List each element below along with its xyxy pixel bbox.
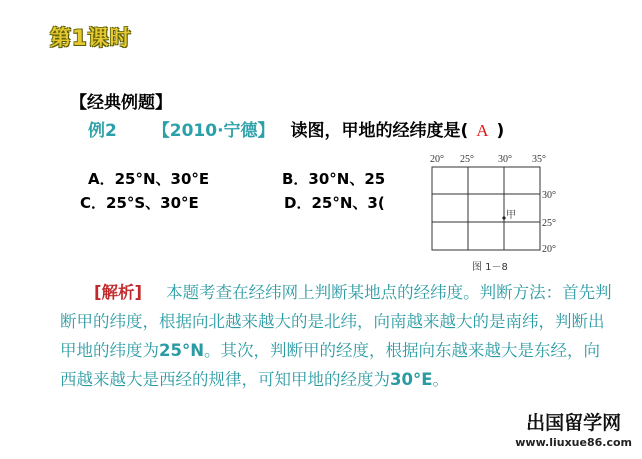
- lon-label: 35°: [532, 154, 546, 165]
- close-paren: ): [496, 121, 505, 141]
- lat-label: 25°: [542, 218, 556, 229]
- analysis-block: [60, 278, 616, 394]
- option-b: B．30°N、25: [282, 170, 386, 188]
- watermark-url: www.liuxue86.com: [515, 436, 632, 449]
- example-label: 例2: [88, 121, 117, 141]
- watermark-title: 出国留学网: [526, 412, 622, 434]
- analysis-text: 。其次，判断甲的经度，根据向东越来越大是东经，向西越来越大是西经的规律，可知甲地的经度为: [60, 341, 601, 389]
- option-d: D．25°N、3(: [284, 194, 385, 212]
- longitude-answer: 30°E: [390, 370, 433, 389]
- example-question: [88, 116, 504, 141]
- lat-lon-grid-figure: [420, 152, 580, 277]
- grid-diagram: [420, 152, 580, 277]
- analysis-text: 。: [432, 370, 449, 389]
- latitude-answer: 25°N: [159, 341, 205, 360]
- answer-letter: A: [476, 121, 489, 140]
- example-source: 【2010·宁德】: [152, 121, 275, 141]
- section-heading: 【经典例题】: [70, 93, 172, 113]
- question-text: 读图，甲地的经纬度是(: [290, 121, 469, 141]
- lat-label: 30°: [542, 190, 556, 201]
- lon-label: 20°: [430, 154, 444, 165]
- lon-label: 30°: [498, 154, 512, 165]
- analysis-text: 本题考查在经纬网上判断某地点的经纬度。判断方法：首先判断甲的纬度，根据向北越来越大的是北纬，向南越来越大的是南纬，判断出甲地的纬度为: [60, 283, 612, 360]
- option-a: A．25°N、30°E: [88, 170, 210, 188]
- figure-caption: 图 1－8: [472, 262, 508, 273]
- lesson-title: 第1课时: [50, 26, 132, 50]
- point-label: 甲: [506, 210, 516, 221]
- option-c: C．25°S、30°E: [80, 194, 199, 212]
- lon-label: 25°: [460, 154, 474, 165]
- lat-label: 20°: [542, 244, 556, 255]
- analysis-label: [解析]: [94, 283, 143, 302]
- grid-border: [432, 167, 540, 250]
- site-watermark: [515, 413, 632, 453]
